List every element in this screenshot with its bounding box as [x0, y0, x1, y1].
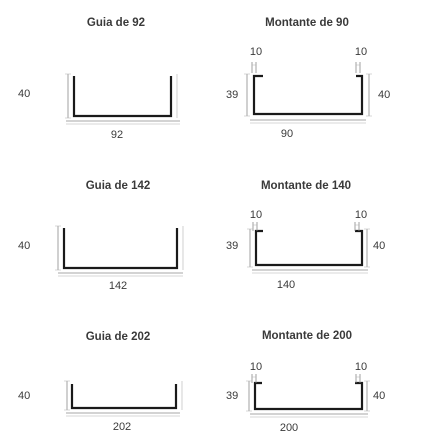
montante-90-lip-right: 10: [354, 46, 368, 58]
guia-92-height-label: 40: [18, 88, 31, 100]
guia-142-width-label: 142: [108, 280, 128, 292]
guia-202-dimension-lines: [64, 381, 182, 416]
montante-140-lip-left: 10: [249, 209, 263, 221]
montante-90-height-right: 40: [378, 89, 391, 101]
guia-202-height-label: 40: [18, 390, 31, 402]
montante-200-dimension-lines: [246, 374, 370, 417]
guia-92-width-label: 92: [110, 129, 124, 141]
montante-200-height-right: 40: [373, 390, 386, 402]
montante-200-title: Montante de 200: [261, 330, 353, 342]
guia-142-height-label: 40: [18, 240, 31, 252]
montante-200-lip-left: 10: [249, 361, 263, 373]
montante-200-width: 200: [279, 422, 299, 434]
guia-202-title: Guia de 202: [85, 331, 151, 343]
montante-90-height-left: 39: [226, 89, 239, 101]
montante-200-height-left: 39: [226, 390, 239, 402]
guia-202-profile: [72, 384, 176, 408]
montante-140-height-right: 40: [373, 240, 386, 252]
montante-140-profile: [256, 231, 362, 265]
montante-200-profile: [255, 383, 362, 409]
guia-202-width-label: 202: [112, 421, 132, 433]
montante-90-title: Montante de 90: [265, 17, 349, 29]
montante-90-lip-left: 10: [249, 46, 263, 58]
guia-92-profile: [74, 76, 171, 116]
montante-200-lip-right: 10: [354, 361, 368, 373]
montante-140-lip-right: 10: [354, 209, 368, 221]
montante-90-profile: [254, 76, 362, 114]
montante-90-width: 90: [280, 128, 294, 140]
montante-140-title: Montante de 140: [260, 180, 352, 192]
guia-142-title: Guia de 142: [85, 180, 151, 192]
guia-92-title: Guia de 92: [86, 17, 146, 29]
guia-142-profile: [64, 228, 177, 268]
montante-140-height-left: 39: [226, 240, 239, 252]
montante-140-width: 140: [276, 279, 296, 291]
